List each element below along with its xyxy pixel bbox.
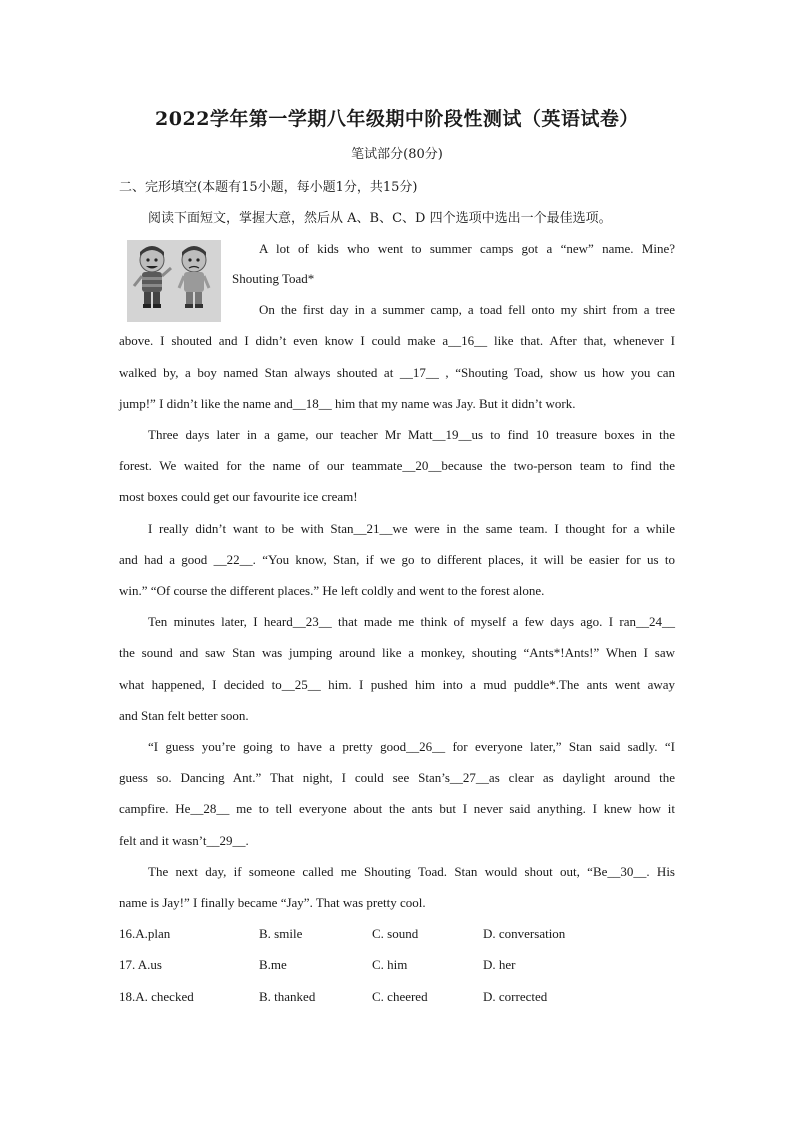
section-heading: 二、完形填空(本题有15小题，每小题1分，共15分) [119, 180, 418, 195]
question-17-option-b: B.me [259, 957, 287, 972]
passage-line: most boxes could get our favourite ice cream! [119, 489, 358, 504]
passage-line: I really didn’t want to be with Stan__21__we were in the same team. I thought for a while [148, 521, 675, 536]
passage-line: walked by, a boy named Stan always shouted at __17__ , “Shouting Toad, show us how you can [119, 365, 675, 380]
two-boys-icon [127, 240, 221, 322]
question-17-option-d: D. her [483, 957, 516, 972]
passage-line: jump!” I didn’t like the name and__18__ him that my name was Jay. But it didn’t work. [119, 396, 576, 411]
passage-line: name is Jay!” I finally became “Jay”. That was pretty cool. [119, 895, 426, 910]
two-boys-illustration [127, 240, 221, 322]
question-18-option-b: B. thanked [259, 989, 316, 1004]
passage-line: guess so. Dancing Ant.” That night, I could see Stan’s__27__as clear as daylight around the [119, 770, 675, 785]
passage-line: On the first day in a summer camp, a toad fell onto my shirt from a tree [259, 302, 675, 317]
passage-line: above. I shouted and I didn’t even know I could make a__16__ like that. After that, whenever I [119, 333, 675, 348]
question-18-option-d: D. corrected [483, 989, 548, 1004]
passage-line: Ten minutes later, I heard__23__ that made me think of myself a few days ago. I ran__24__ [148, 614, 675, 629]
question-16-option-d: D. conversation [483, 926, 566, 941]
passage-line: Three days later in a game, our teacher Mr Matt__19__us to find 10 treasure boxes in the [148, 427, 675, 442]
passage-line: felt and it wasn’t__29__. [119, 833, 249, 848]
question-18-option-a: 18.A. checked [119, 989, 194, 1004]
page-subtitle: 笔试部分(80分) [351, 147, 443, 162]
question-16-option-b: B. smile [259, 926, 303, 941]
question-17-option-a: 17. A.us [119, 957, 162, 972]
passage-line: the sound and saw Stan was jumping around like a monkey, shouting “Ants*!Ants!” When I saw [119, 645, 675, 660]
passage-line: “I guess you’re going to have a pretty good__26__ for everyone later,” Stan said sadly. “I [148, 739, 675, 754]
question-16-option-a: 16.A.plan [119, 926, 171, 941]
passage-line: The next day, if someone called me Shouting Toad. Stan would shout out, “Be__30__. His [148, 864, 675, 879]
passage-line: forest. We waited for the name of our teammate__20__because the two-person team to find the [119, 458, 675, 473]
section-instruction: 阅读下面短文，掌握大意，然后从 A、B、C、D 四个选项中选出一个最佳选项。 [148, 211, 612, 226]
page-title: 2022学年第一学期八年级期中阶段性测试（英语试卷） [155, 108, 639, 130]
passage-line: Shouting Toad* [232, 271, 315, 286]
question-18-option-c: C. cheered [372, 989, 428, 1004]
passage-line: what happened, I decided to__25__ him. I pushed him into a mud puddle*.The ants went away [119, 677, 675, 692]
passage-line: and had a good __22__. “You know, Stan, if we go to different places, it will be easier for us to [119, 552, 675, 567]
passage-line: campfire. He__28__ me to tell everyone about the ants but I never said anything. I knew how it [119, 801, 675, 816]
passage-line: A lot of kids who went to summer camps got a “new” name. Mine? [259, 241, 675, 256]
passage-line: win.” “Of course the different places.” He left coldly and went to the forest alone. [119, 583, 545, 598]
question-17-option-c: C. him [372, 957, 408, 972]
question-16-option-c: C. sound [372, 926, 419, 941]
passage-line: and Stan felt better soon. [119, 708, 249, 723]
